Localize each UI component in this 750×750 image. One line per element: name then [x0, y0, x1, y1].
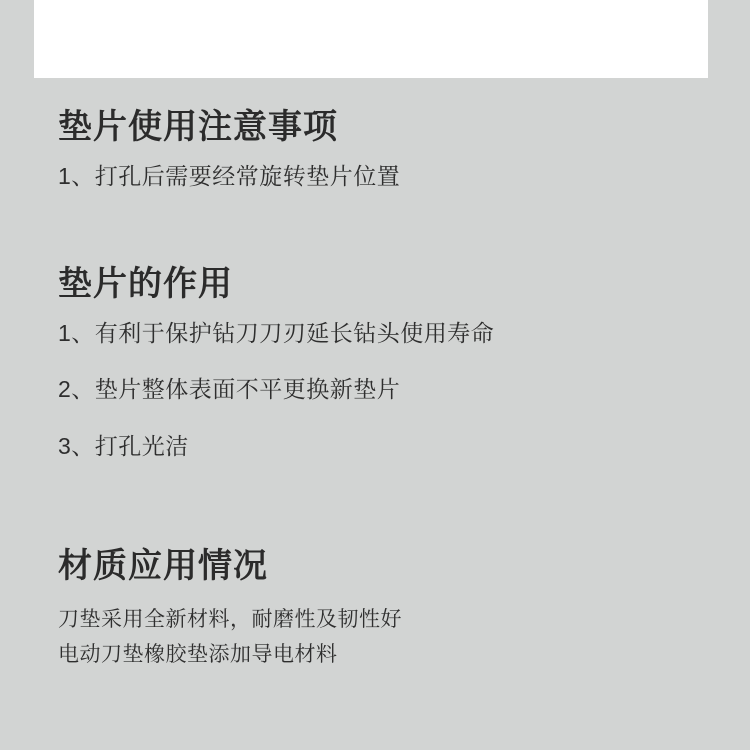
- list-item: 2、垫片整体表面不平更换新垫片: [58, 376, 401, 402]
- list-item: 1、有利于保护钻刀刀刃延长钻头使用寿命: [58, 319, 495, 346]
- section-heading-material-application: 材质应用情况: [58, 547, 268, 585]
- description-line: 电动刀垫橡胶垫添加导电材料: [58, 643, 338, 667]
- list-item: 3、打孔光洁: [58, 432, 189, 459]
- section-heading-usage-notes: 垫片使用注意事项: [58, 108, 338, 146]
- list-item: 1、打孔后需要经常旋转垫片位置: [58, 162, 401, 189]
- section-usage-notes: [0, 106, 750, 193]
- top-white-banner: [34, 0, 708, 78]
- section-material-application: [0, 545, 750, 673]
- section-heading-gasket-function: 垫片的作用: [58, 265, 233, 303]
- section-gasket-function: [0, 263, 750, 463]
- content-area: [0, 78, 750, 673]
- description-line: 刀垫采用全新材料，耐磨性及韧性好: [58, 607, 402, 631]
